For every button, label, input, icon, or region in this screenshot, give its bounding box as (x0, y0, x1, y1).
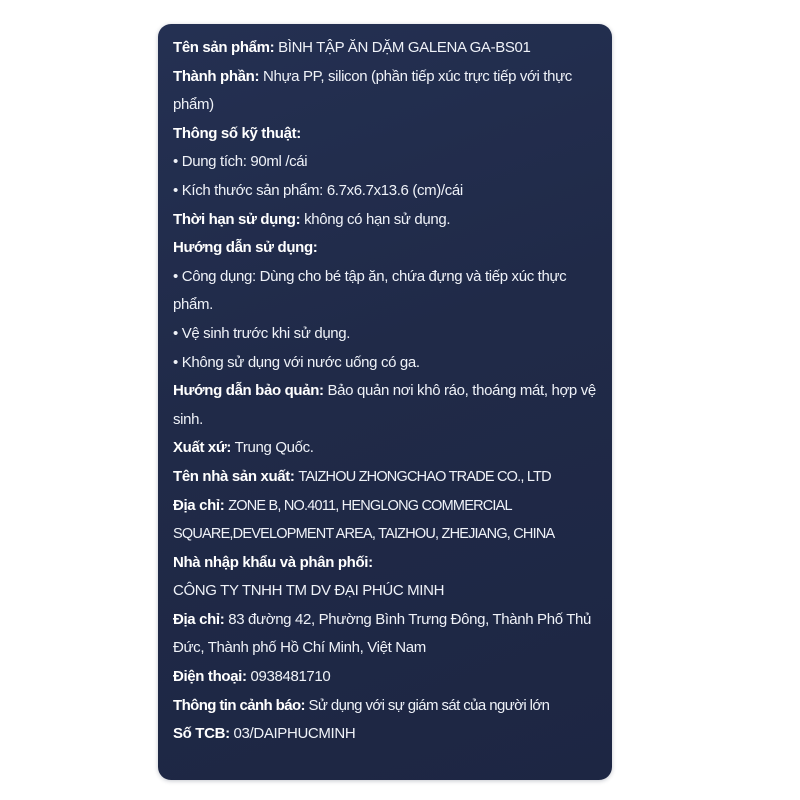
field-value: Trung Quốc. (234, 439, 314, 457)
field-value: Nhựa PP, silicon (phần tiếp xúc trực tiếp với thực phẩm) (173, 67, 572, 114)
field-label: Hướng dẫn sử dụng: (173, 239, 318, 257)
row-usage-clean-first (173, 320, 606, 349)
field-value: • Vệ sinh trước khi sử dụng. (173, 324, 351, 342)
field-label: Hướng dẫn bảo quản: (173, 382, 324, 400)
field-value: • Công dụng: Dùng cho bé tập ăn, chứa đựng và tiếp xúc thực phẩm. (173, 267, 567, 314)
field-value: CÔNG TY TNHH TM DV ĐẠI PHÚC MINH (173, 582, 445, 600)
row-importer-address (173, 606, 606, 663)
row-capacity (173, 148, 606, 177)
field-label: Thành phần: (173, 67, 260, 85)
field-value: • Không sử dụng với nước uống có ga. (173, 353, 420, 371)
field-value: 83 đường 42, Phường Bình Trưng Đông, Thành Phố Thủ Đức, Thành phố Hồ Chí Minh, Việt Nam (173, 610, 592, 657)
field-value: 03/DAIPHUCMINH (233, 725, 356, 743)
row-dimensions (173, 177, 606, 206)
row-usage-heading (173, 234, 606, 263)
field-value: BÌNH TẬP ĂN DẶM GALENA GA-BS01 (278, 39, 531, 56)
field-label: Thông số kỹ thuật: (173, 124, 301, 142)
row-importer-heading (173, 549, 606, 578)
field-label: Thời hạn sử dụng: (173, 210, 301, 228)
product-info-label-card (158, 24, 612, 780)
field-value: 0938481710 (250, 668, 331, 686)
row-phone (173, 663, 606, 692)
row-product-name (173, 34, 606, 63)
field-value: Bảo quản nơi khô ráo, thoáng mát, hợp vệ sinh. (173, 382, 596, 428)
row-importer-name (173, 577, 606, 606)
row-origin (173, 434, 606, 463)
row-shelf-life (173, 206, 606, 235)
field-label: Thông tin cảnh báo: (173, 696, 305, 714)
field-value: ZONE B, NO.4011, HENGLONG COMMERCIAL SQUARE,DEVELOPMENT AREA, TAIZHOU, ZHEJIANG, CHINA (173, 497, 555, 543)
field-label: Tên sản phẩm: (173, 39, 275, 56)
row-warning (173, 692, 606, 721)
field-label: Địa chỉ: (173, 610, 225, 628)
field-value: không có hạn sử dụng. (304, 210, 451, 228)
field-value: Sử dụng với sự giám sát của người lớn (308, 696, 550, 714)
field-label: Tên nhà sản xuất: (173, 467, 295, 485)
field-label: Địa chỉ: (173, 496, 225, 514)
row-tcb-number (173, 720, 606, 749)
field-value: • Dung tích: 90ml /cái (173, 153, 308, 171)
field-label: Điện thoại: (173, 668, 247, 686)
field-value: • Kích thước sản phẩm: 6.7x6.7x13.6 (cm)/cái (173, 181, 463, 199)
field-value: TAIZHOU ZHONGCHAO TRADE CO., LTD (298, 468, 551, 485)
row-usage-purpose (173, 263, 606, 320)
row-manufacturer (173, 463, 606, 492)
row-usage-no-carbonated (173, 349, 606, 378)
field-label: Số TCB: (173, 725, 230, 743)
field-label: Xuất xứ: (173, 439, 232, 457)
row-ingredients (173, 63, 606, 120)
row-storage-instructions (173, 377, 606, 434)
field-label: Nhà nhập khẩu và phân phối: (173, 553, 373, 571)
row-manufacturer-address (173, 492, 606, 549)
row-specs-heading (173, 120, 606, 149)
